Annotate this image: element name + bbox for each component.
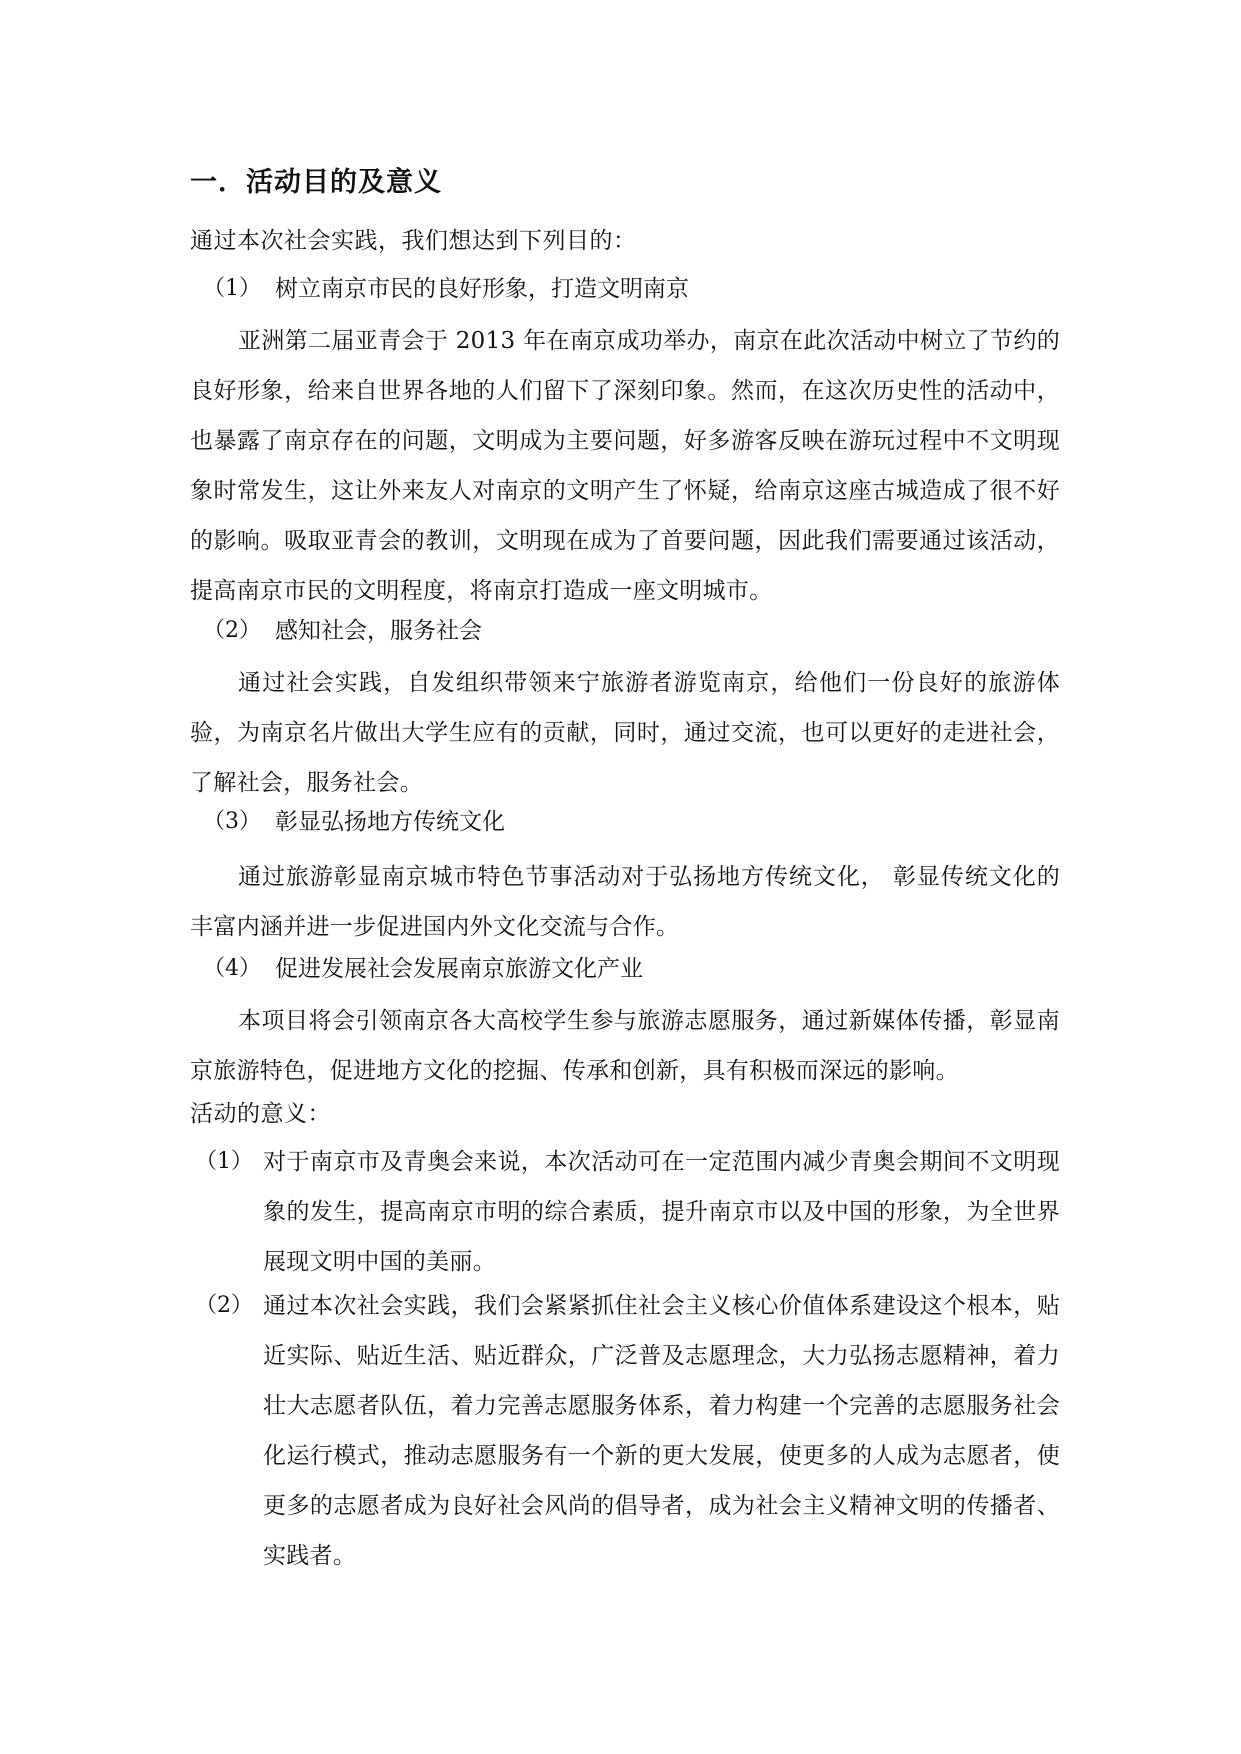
meaning-2-number: （2） [195,1293,253,1318]
goal-3-title: 彰显弘扬地方传统文化 [275,809,505,835]
goal-2-body: 通过社会实践，自发组织带领来宁旅游者游览南京，给他们一份良好的旅游体验，为南京名片做出大学生应有的贡献，同时，通过交流，也可以更好的走进社会，了解社会，服务社会。 [190,670,1060,796]
goal-4-title: 促进发展社会发展南京旅游文化产业 [275,956,643,982]
goal-4-body: 本项目将会引领南京各大高校学生参与旅游志愿服务，通过新媒体传播，彰显南京旅游特色，促进地方文化的挖掘、传承和创新，具有积极而深远的影响。 [190,1008,1060,1084]
goal-2-number: （2） [203,618,261,643]
meaning-label: 活动的意义： [190,1101,331,1127]
meaning-1-number: （1） [195,1149,253,1174]
goal-2-title: 感知社会，服务社会 [275,618,482,644]
goal-1-title: 树立南京市民的良好形象，打造文明南京 [275,276,689,302]
intro-text: 通过本次社会实践，我们想达到下列目的： [190,228,637,254]
meaning-2-text: 通过本次社会实践，我们会紧紧抓住社会主义核心价值体系建设这个根本，贴近实际、贴近生活、贴近群众，广泛普及志愿理念，大力弘扬志愿精神，着力壮大志愿者队伍，着力完善志愿服务体系，着力构建一个完善的志愿服务社会化运行模式，推动志愿服务有一个新的更大发展，使更多的人成为志愿者，使更多的志愿者成为良好社会风尚的倡导者，成为社会主义精神文明的传播者、实践者。 [263,1293,1060,1569]
goal-4-number: （4） [203,956,261,981]
goal-3-number: （3） [203,809,261,834]
meaning-1-text: 对于南京市及青奥会来说，本次活动可在一定范围内减少青奥会期间不文明现象的发生，提高南京市明的综合素质，提升南京市以及中国的形象，为全世界展现文明中国的美丽。 [263,1149,1060,1275]
goal-1-number: （1） [203,276,261,301]
section-heading: 一．活动目的及意义 [190,167,442,198]
goal-1-body: 亚洲第二届亚青会于 2013 年在南京成功举办，南京在此次活动中树立了节约的良好形象，给来自世界各地的人们留下了深刻印象。然而，在这次历史性的活动中，也暴露了南京存在的问题，文明成为主要问题，好多游客反映在游玩过程中不文明现象时常发生，这让外来友人对南京的文明产生了怀疑，给南京这座古城造成了很不好的影响。吸取亚青会的教训，文明现在成为了首要问题，因此我们需要通过该活动，提高南京市民的文明程度，将南京打造成一座文明城市。 [190,328,1060,604]
goal-3-body: 通过旅游彰显南京城市特色节事活动对于弘扬地方传统文化， 彰显传统文化的丰富内涵并进一步促进国内外文化交流与合作。 [190,864,1060,940]
